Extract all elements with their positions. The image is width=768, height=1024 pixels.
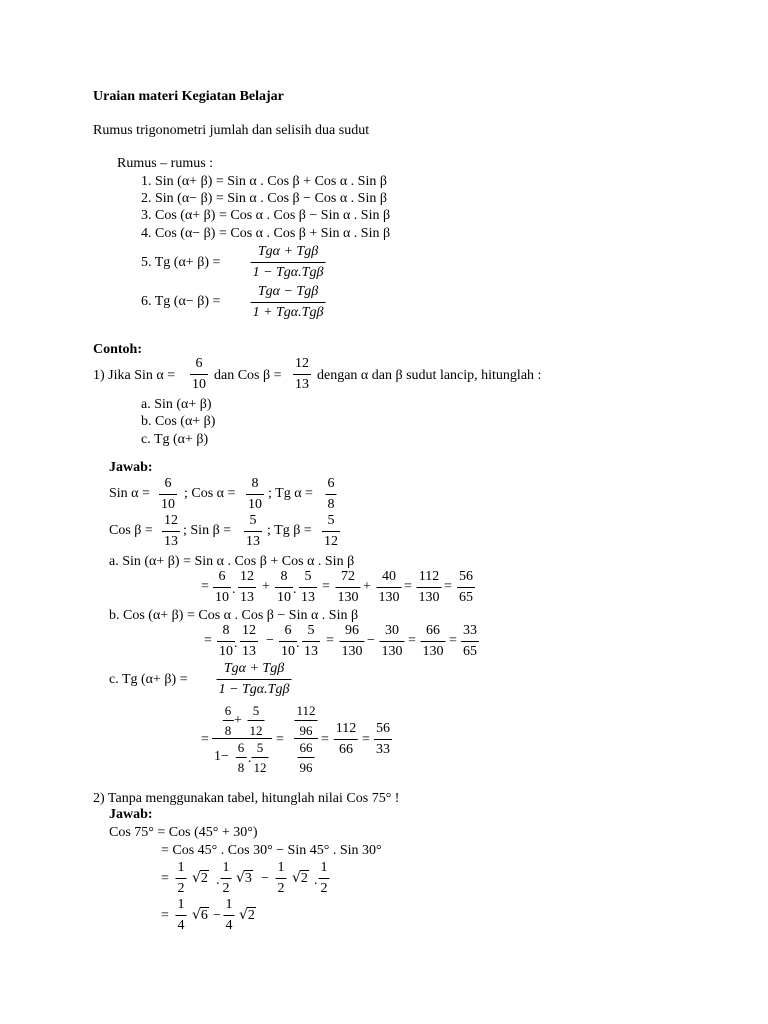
jawab1-a-op-1: . bbox=[232, 582, 236, 597]
rumus-item-4: 4. Cos (α− β) = Cos α . Cos β + Sin α . Sin β bbox=[141, 226, 391, 241]
jawab1-b-op-5: − bbox=[367, 633, 375, 648]
numerator: 8 bbox=[251, 476, 259, 491]
numerator: 33 bbox=[463, 623, 477, 638]
fraction-bar bbox=[217, 679, 292, 680]
jawab1-b-op-3: . bbox=[296, 636, 300, 651]
rumus-item-6-fraction bbox=[251, 285, 326, 320]
jawab1-c-bot-b bbox=[252, 741, 269, 774]
jawab1-a-op-4: = bbox=[322, 579, 330, 594]
fraction-bar bbox=[293, 374, 311, 375]
problem1-sin-fraction bbox=[190, 357, 208, 392]
denominator: 13 bbox=[295, 377, 309, 392]
denominator: 130 bbox=[381, 644, 403, 659]
jawab1-c-one-minus: 1− bbox=[214, 749, 229, 764]
jawab1-a-frac-5 bbox=[336, 570, 361, 605]
section-subtitle: Rumus trigonometri jumlah dan selisih dua sudut bbox=[93, 123, 370, 138]
rumus-label: Rumus – rumus : bbox=[117, 156, 214, 171]
denominator: 8 bbox=[327, 497, 335, 512]
denominator: 10 bbox=[248, 497, 262, 512]
numerator: 5 bbox=[252, 703, 260, 718]
numerator: Tgα + Tgβ bbox=[223, 661, 285, 676]
numerator: 112 bbox=[418, 569, 440, 584]
fraction-bar bbox=[461, 641, 479, 642]
numerator: Tgα + Tgβ bbox=[257, 244, 319, 259]
jawab1-a-frac-1 bbox=[213, 570, 231, 605]
numerator: 8 bbox=[222, 623, 230, 638]
denominator: 8 bbox=[224, 723, 232, 738]
jawab1-a-frac-2 bbox=[238, 570, 256, 605]
jawab1-c-eq2: = bbox=[276, 732, 284, 747]
numerator: 12 bbox=[240, 569, 254, 584]
jawab1-row1-t3: ; Tg α = bbox=[268, 486, 313, 501]
denominator: 2 bbox=[222, 881, 230, 896]
fraction-bar bbox=[276, 878, 287, 879]
denominator: 10 bbox=[215, 590, 229, 605]
jawab1-c-eq4: = bbox=[362, 732, 370, 747]
rumus-item-2: 2. Sin (α− β) = Sin α . Cos β − Cos α . Sin β bbox=[141, 191, 387, 206]
denominator: 130 bbox=[341, 644, 363, 659]
rumus-item-1: 1. Sin (α+ β) = Sin α . Cos β + Cos α . Sin β bbox=[141, 174, 387, 189]
jawab1-b-frac-8 bbox=[461, 624, 479, 659]
jawab1-a-frac-7 bbox=[417, 570, 442, 605]
jawab1-c-formula bbox=[217, 662, 292, 697]
problem1-suffix: dengan α dan β sudut lancip, hitunglah : bbox=[317, 368, 542, 383]
denominator: 65 bbox=[463, 644, 477, 659]
jawab1-b-eq: = bbox=[204, 633, 212, 648]
denominator: 12 bbox=[324, 534, 338, 549]
jawab1-a-op-3: . bbox=[293, 582, 297, 597]
problem2-line-3-dot-2: . bbox=[314, 873, 318, 888]
fraction-bar bbox=[377, 587, 402, 588]
jawab1-b-line: b. Cos (α+ β) = Cos α . Cos β − Sin α . Sin β bbox=[109, 608, 359, 623]
jawab1-a-op-6: = bbox=[404, 579, 412, 594]
denominator: 96 bbox=[299, 723, 313, 738]
fraction-bar bbox=[221, 878, 232, 879]
radical-sign: √ bbox=[292, 870, 301, 886]
numerator: 6 bbox=[218, 569, 226, 584]
problem2-line-1: Cos 75° = Cos (45° + 30°) bbox=[109, 825, 258, 840]
jawab1-c-plus: + bbox=[234, 713, 242, 728]
problem2-line-3-sqrt-1 bbox=[192, 871, 209, 886]
denominator: 130 bbox=[422, 644, 444, 659]
jawab1-c-main-bar bbox=[212, 738, 272, 739]
denominator: 1 − Tgα.Tgβ bbox=[218, 682, 290, 697]
fraction-bar bbox=[159, 494, 177, 495]
problem2-line-3-sqrt-3 bbox=[292, 871, 309, 886]
problem2-line-3-eq: = bbox=[161, 871, 169, 886]
jawab1-b-op-2: − bbox=[266, 633, 274, 648]
denominator: 13 bbox=[246, 534, 260, 549]
numerator: 30 bbox=[385, 623, 399, 638]
jawab1-row1-f3 bbox=[326, 477, 337, 512]
fraction-bar bbox=[298, 757, 315, 758]
jawab1-a-line: a. Sin (α+ β) = Sin α . Cos β + Cos α . Sin β bbox=[109, 554, 355, 569]
denominator: 33 bbox=[376, 742, 390, 757]
denominator: 13 bbox=[301, 590, 315, 605]
fraction-bar bbox=[176, 915, 187, 916]
denominator: 96 bbox=[299, 760, 313, 775]
numerator: 6 bbox=[195, 356, 203, 371]
jawab1-c-dot: . bbox=[248, 751, 252, 766]
radical-sign: √ bbox=[192, 870, 201, 886]
numerator: 6 bbox=[284, 623, 292, 638]
jawab1-b-frac-6 bbox=[380, 624, 405, 659]
numerator: 56 bbox=[376, 721, 390, 736]
numerator: 72 bbox=[341, 569, 355, 584]
problem2-line-2: = Cos 45° . Cos 30° − Sin 45° . Sin 30° bbox=[161, 843, 382, 858]
section-heading: Uraian materi Kegiatan Belajar bbox=[93, 89, 284, 104]
fraction-bar bbox=[244, 531, 262, 532]
fraction-bar bbox=[421, 641, 446, 642]
radical-sign: √ bbox=[192, 907, 201, 923]
problem2-line-3-sqrt-2 bbox=[236, 871, 253, 886]
fraction-bar bbox=[223, 720, 234, 721]
jawab1-row2-f1 bbox=[162, 514, 180, 549]
numerator: 1 bbox=[225, 897, 233, 912]
radicand: 2 bbox=[200, 871, 208, 886]
rumus-item-5-fraction bbox=[251, 245, 326, 280]
fraction-bar bbox=[251, 302, 326, 303]
fraction-bar bbox=[162, 531, 180, 532]
fraction-bar bbox=[457, 587, 475, 588]
jawab1-b-frac-3 bbox=[279, 624, 297, 659]
denominator: 130 bbox=[337, 590, 359, 605]
jawab1-c-lhs: c. Tg (α+ β) = bbox=[109, 672, 188, 687]
fraction-bar bbox=[294, 720, 317, 721]
problem2-text: 2) Tanpa menggunakan tabel, hitunglah nilai Cos 75° ! bbox=[93, 791, 400, 806]
radicand: 3 bbox=[244, 871, 252, 886]
denominator: 10 bbox=[277, 590, 291, 605]
denominator: 1 + Tgα.Tgβ bbox=[252, 305, 324, 320]
numerator: 66 bbox=[426, 623, 440, 638]
denominator: 4 bbox=[177, 918, 185, 933]
fraction-bar bbox=[240, 641, 258, 642]
denominator: 10 bbox=[219, 644, 233, 659]
denominator: 66 bbox=[338, 742, 353, 757]
fraction-bar bbox=[302, 641, 320, 642]
denominator: 12 bbox=[249, 723, 263, 738]
fraction-bar bbox=[336, 587, 361, 588]
denominator: 1 − Tgα.Tgβ bbox=[252, 265, 324, 280]
jawab1-c-bot-a bbox=[236, 741, 247, 774]
jawab1-a-frac-6 bbox=[377, 570, 402, 605]
fraction-bar bbox=[246, 494, 264, 495]
jawab1-a-frac-3 bbox=[275, 570, 293, 605]
problem1-item-b: b. Cos (α+ β) bbox=[141, 414, 216, 429]
denominator: 8 bbox=[237, 760, 245, 775]
jawab1-b-frac-7 bbox=[421, 624, 446, 659]
problem2-line-4-f1 bbox=[176, 898, 187, 933]
jawab1-row2-f2 bbox=[244, 514, 262, 549]
numerator: 6 bbox=[164, 476, 172, 491]
problem2-line-3-dot-1: . bbox=[216, 873, 220, 888]
radicand: 2 bbox=[247, 908, 255, 923]
numerator: 96 bbox=[345, 623, 359, 638]
numerator: 8 bbox=[280, 569, 288, 584]
numerator: 5 bbox=[307, 623, 315, 638]
problem1-prefix: 1) Jika Sin α = bbox=[93, 368, 176, 383]
fraction-bar bbox=[417, 587, 442, 588]
problem1-item-a: a. Sin (α+ β) bbox=[141, 397, 212, 412]
fraction-bar bbox=[236, 757, 247, 758]
numerator: 5 bbox=[304, 569, 312, 584]
jawab1-c-mid-den bbox=[298, 741, 315, 774]
numerator: 6 bbox=[327, 476, 335, 491]
numerator: 112 bbox=[335, 721, 357, 736]
fraction-bar bbox=[190, 374, 208, 375]
numerator: 6 bbox=[237, 740, 245, 755]
denominator: 13 bbox=[164, 534, 178, 549]
jawab1-row1-t2: ; Cos α = bbox=[184, 486, 236, 501]
fraction-bar bbox=[238, 587, 256, 588]
fraction-bar bbox=[176, 878, 187, 879]
denominator: 10 bbox=[281, 644, 295, 659]
problem2-line-4-sqrt-1 bbox=[192, 908, 209, 923]
numerator: 1 bbox=[277, 860, 285, 875]
rumus-item-3: 3. Cos (α+ β) = Cos α . Cos β − Sin α . Sin β bbox=[141, 208, 391, 223]
jawab1-row1-f2 bbox=[246, 477, 264, 512]
radical-sign: √ bbox=[239, 907, 248, 923]
jawab1-a-eq: = bbox=[201, 579, 209, 594]
denominator: 4 bbox=[225, 918, 233, 933]
problem2-line-3-minus: − bbox=[261, 871, 269, 886]
jawab1-row1-t1: Sin α = bbox=[109, 486, 150, 501]
contoh-label: Contoh: bbox=[93, 342, 143, 357]
jawab1-b-frac-1 bbox=[217, 624, 235, 659]
fraction-bar bbox=[252, 757, 269, 758]
jawab1-a-op-7: = bbox=[444, 579, 452, 594]
jawab1-c-f4 bbox=[374, 722, 392, 757]
jawab1-c-top-a bbox=[223, 704, 234, 737]
fraction-bar bbox=[251, 262, 326, 263]
numerator: 6 bbox=[224, 703, 232, 718]
jawab1-b-op-1: . bbox=[234, 636, 238, 651]
rumus-item-6-lhs: 6. Tg (α− β) = bbox=[141, 294, 221, 309]
jawab1-a-op-5: + bbox=[363, 579, 371, 594]
jawab1-c-eq3: = bbox=[321, 732, 329, 747]
numerator: 1 bbox=[320, 860, 328, 875]
fraction-bar bbox=[217, 641, 235, 642]
problem2-line-4-f2 bbox=[224, 898, 235, 933]
jawab1-row2-f3 bbox=[322, 514, 340, 549]
jawab1-b-frac-4 bbox=[302, 624, 320, 659]
numerator: 12 bbox=[242, 623, 256, 638]
problem2-line-3-f1 bbox=[176, 861, 187, 896]
jawab1-c-f3 bbox=[334, 722, 358, 757]
jawab1-row2-t2: ; Sin β = bbox=[183, 523, 232, 538]
denominator: 2 bbox=[177, 881, 185, 896]
problem2-line-3-f4 bbox=[319, 861, 330, 896]
fraction-bar bbox=[279, 641, 297, 642]
fraction-bar bbox=[213, 587, 231, 588]
fraction-bar bbox=[380, 641, 405, 642]
numerator: 5 bbox=[327, 513, 335, 528]
jawab1-b-frac-5 bbox=[340, 624, 365, 659]
jawab1-b-op-7: = bbox=[449, 633, 457, 648]
problem2-jawab-label: Jawab: bbox=[109, 807, 153, 822]
problem2-line-4-sqrt-2 bbox=[239, 908, 256, 923]
jawab1-b-op-6: = bbox=[408, 633, 416, 648]
denominator: 2 bbox=[320, 881, 328, 896]
fraction-bar bbox=[299, 587, 317, 588]
jawab1-c-mid-bar bbox=[294, 738, 318, 739]
denominator: 130 bbox=[418, 590, 440, 605]
jawab1-b-frac-2 bbox=[240, 624, 258, 659]
fraction-bar bbox=[334, 739, 358, 740]
denominator: 12 bbox=[253, 760, 267, 775]
radicand: 2 bbox=[300, 871, 308, 886]
radical-sign: √ bbox=[236, 870, 245, 886]
radicand: 6 bbox=[200, 908, 208, 923]
denominator: 65 bbox=[459, 590, 473, 605]
problem2-line-4-eq: = bbox=[161, 908, 169, 923]
denominator: 13 bbox=[242, 644, 256, 659]
jawab1-a-frac-4 bbox=[299, 570, 317, 605]
jawab1-row2-t3: ; Tg β = bbox=[267, 523, 312, 538]
problem1-cos-fraction bbox=[293, 357, 311, 392]
rumus-item-5-lhs: 5. Tg (α+ β) = bbox=[141, 255, 221, 270]
numerator: 40 bbox=[382, 569, 396, 584]
numerator: 66 bbox=[299, 740, 313, 755]
denominator: 10 bbox=[192, 377, 206, 392]
numerator: 112 bbox=[296, 703, 316, 718]
jawab1-b-op-4: = bbox=[326, 633, 334, 648]
fraction-bar bbox=[275, 587, 293, 588]
problem2-line-3-f3 bbox=[276, 861, 287, 896]
problem2-line-4-minus: − bbox=[213, 908, 221, 923]
denominator: 10 bbox=[161, 497, 175, 512]
denominator: 130 bbox=[378, 590, 400, 605]
fraction-bar bbox=[224, 915, 235, 916]
numerator: 1 bbox=[222, 860, 230, 875]
numerator: 12 bbox=[295, 356, 309, 371]
fraction-bar bbox=[326, 494, 337, 495]
problem2-line-3-f2 bbox=[221, 861, 232, 896]
numerator: Tgα − Tgβ bbox=[257, 284, 319, 299]
numerator: 12 bbox=[164, 513, 178, 528]
problem1-mid: dan Cos β = bbox=[214, 368, 282, 383]
fraction-bar bbox=[248, 720, 265, 721]
jawab1-c-eq1: = bbox=[201, 732, 209, 747]
numerator: 5 bbox=[249, 513, 257, 528]
jawab1-row1-f1 bbox=[159, 477, 177, 512]
denominator: 13 bbox=[304, 644, 318, 659]
numerator: 56 bbox=[459, 569, 473, 584]
jawab1-a-op-2: + bbox=[262, 579, 270, 594]
fraction-bar bbox=[340, 641, 365, 642]
numerator: 1 bbox=[177, 897, 185, 912]
fraction-bar bbox=[374, 739, 392, 740]
jawab1-label: Jawab: bbox=[109, 460, 153, 475]
denominator: 13 bbox=[240, 590, 254, 605]
problem1-item-c: c. Tg (α+ β) bbox=[141, 432, 209, 447]
jawab1-c-mid-num bbox=[294, 704, 317, 737]
numerator: 5 bbox=[256, 740, 264, 755]
denominator: 2 bbox=[277, 881, 285, 896]
jawab1-c-top-b bbox=[248, 704, 265, 737]
fraction-bar bbox=[319, 878, 330, 879]
fraction-bar bbox=[322, 531, 340, 532]
numerator: 1 bbox=[177, 860, 185, 875]
jawab1-a-frac-8 bbox=[457, 570, 475, 605]
jawab1-row2-t1: Cos β = bbox=[109, 523, 153, 538]
